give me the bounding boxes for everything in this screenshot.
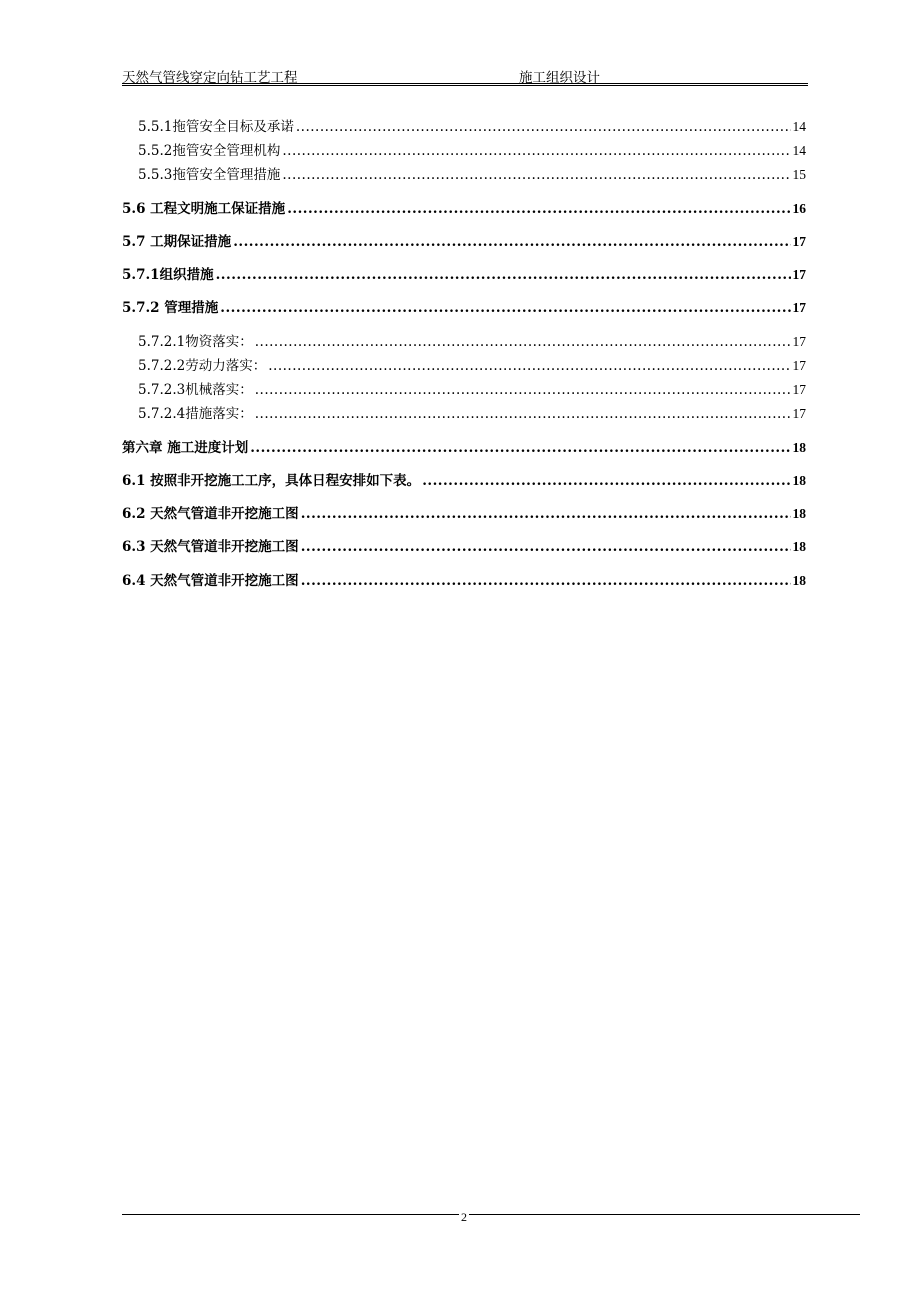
toc-entry-title: 5.7 工期保证措施 bbox=[122, 234, 232, 250]
toc-entry-title: 5.7.2.3机械落实： bbox=[138, 382, 253, 398]
toc-dot-leader bbox=[296, 117, 791, 137]
toc-entry[interactable] bbox=[122, 537, 806, 557]
page-number: 2 bbox=[461, 1210, 467, 1224]
toc-entry-page: 17 bbox=[792, 300, 806, 315]
toc-dot-leader bbox=[287, 199, 790, 219]
toc-entry-title: 5.7.1组织措施 bbox=[122, 267, 214, 283]
toc-entry-title: 5.7.2.4措施落实： bbox=[138, 406, 253, 422]
toc-dot-leader bbox=[268, 356, 790, 376]
toc-dot-leader bbox=[220, 298, 790, 318]
toc-entry-page: 18 bbox=[792, 573, 806, 588]
toc-entry-title: 6.4 天然气管道非开挖施工图 bbox=[122, 573, 299, 589]
toc-dot-leader bbox=[301, 537, 791, 557]
toc-entry-title: 6.1 按照非开挖施工工序，具体日程安排如下表。 bbox=[122, 473, 421, 489]
toc-entry[interactable] bbox=[122, 199, 806, 219]
toc-entry[interactable] bbox=[138, 332, 806, 352]
toc-entry[interactable] bbox=[138, 141, 806, 161]
toc-entry-page: 15 bbox=[792, 167, 806, 182]
toc-entry[interactable] bbox=[122, 232, 806, 252]
toc-dot-leader bbox=[282, 165, 790, 185]
toc-entry[interactable] bbox=[138, 117, 806, 137]
header-project-title: 天然气管线穿定向钻工艺工程 bbox=[122, 70, 298, 86]
toc-entry-page: 17 bbox=[792, 334, 806, 349]
toc-dot-leader bbox=[250, 438, 790, 458]
toc-entry-page: 17 bbox=[792, 406, 806, 421]
toc-dot-leader bbox=[216, 265, 791, 285]
toc-entry-title: 5.7.2.1物资落实： bbox=[138, 334, 253, 350]
toc-entry-title: 6.2 天然气管道非开挖施工图 bbox=[122, 506, 299, 522]
toc-entry-title: 第六章 施工进度计划 bbox=[122, 440, 249, 456]
header-document-type: 施工组织设计 bbox=[519, 70, 600, 86]
toc-entry[interactable] bbox=[122, 265, 806, 285]
toc-entry-page: 18 bbox=[792, 506, 806, 521]
toc-entry-title: 5.7.2.2劳动力落实： bbox=[138, 358, 267, 374]
toc-entry-page: 18 bbox=[792, 440, 806, 455]
toc-dot-leader bbox=[233, 232, 790, 252]
toc-entry[interactable] bbox=[138, 165, 806, 185]
toc-dot-leader bbox=[255, 332, 791, 352]
toc-entry[interactable] bbox=[138, 404, 806, 424]
toc-entry-page: 17 bbox=[792, 382, 806, 397]
footer-rule bbox=[122, 1214, 860, 1215]
toc-entry-page: 16 bbox=[792, 201, 806, 216]
toc-entry-title: 5.7.2 管理措施 bbox=[122, 300, 219, 316]
toc-entry[interactable] bbox=[138, 356, 806, 376]
toc-dot-leader bbox=[422, 471, 790, 491]
toc-entry-title: 5.5.1拖管安全目标及承诺 bbox=[138, 119, 294, 135]
toc-entry-title: 5.5.3拖管安全管理措施 bbox=[138, 167, 281, 183]
toc-entry-title: 6.3 天然气管道非开挖施工图 bbox=[122, 539, 299, 555]
toc-entry-title: 5.5.2拖管安全管理机构 bbox=[138, 143, 281, 159]
toc-entry[interactable] bbox=[122, 571, 806, 591]
toc-entry-page: 17 bbox=[792, 234, 806, 249]
toc-entry[interactable] bbox=[122, 504, 806, 524]
toc-entry[interactable] bbox=[138, 380, 806, 400]
toc-entry-title: 5.6 工程文明施工保证措施 bbox=[122, 201, 286, 217]
toc-dot-leader bbox=[255, 380, 791, 400]
toc-dot-leader bbox=[282, 141, 790, 161]
toc-entry[interactable] bbox=[122, 471, 806, 491]
toc-dot-leader bbox=[301, 504, 791, 524]
toc-dot-leader bbox=[301, 571, 791, 591]
toc-entry-page: 18 bbox=[792, 473, 806, 488]
page-header bbox=[122, 64, 808, 86]
toc-entry[interactable] bbox=[122, 438, 806, 458]
toc-entry-page: 17 bbox=[792, 358, 806, 373]
toc-entry-page: 14 bbox=[792, 143, 806, 158]
toc-entry[interactable] bbox=[122, 298, 806, 318]
toc-entry-page: 17 bbox=[792, 267, 806, 282]
toc-entry-page: 14 bbox=[792, 119, 806, 134]
toc-dot-leader bbox=[255, 404, 791, 424]
toc-entry-page: 18 bbox=[792, 539, 806, 554]
